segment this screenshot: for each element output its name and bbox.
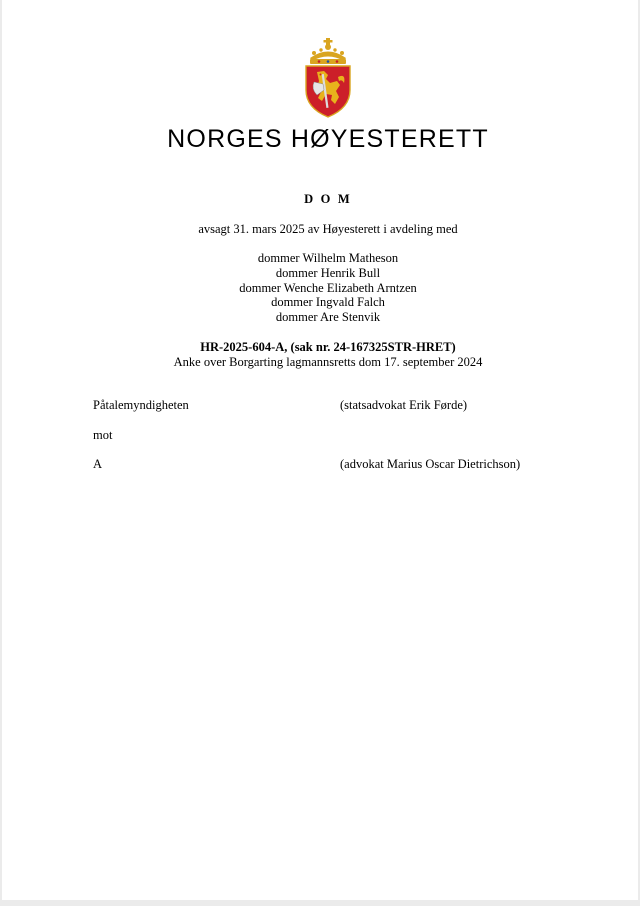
- judge-entry: dommer Wenche Elizabeth Arntzen: [239, 280, 417, 295]
- prosecution-party: Påtalemyndigheten: [93, 398, 189, 412]
- judge-entry: dommer Wilhelm Matheson: [257, 251, 399, 265]
- defendant-counsel: (advokat Marius Oscar Dietrichson): [340, 457, 521, 471]
- norwegian-coat-of-arms-icon: [302, 38, 354, 118]
- judge-entry: dommer Ingvald Falch: [271, 295, 385, 310]
- appeal-description: Anke over Borgarting lagmannsretts dom 17. september 2024: [173, 355, 483, 369]
- document-title: D O M: [304, 192, 352, 206]
- judges-list: [2, 251, 640, 325]
- prosecution-counsel: (statsadvokat Erik Førde): [340, 398, 468, 412]
- crown-icon: [310, 38, 346, 64]
- judge-entry: dommer Henrik Bull: [275, 265, 381, 280]
- case-number: HR-2025-604-A, (sak nr. 24-167325STR-HRET): [200, 340, 456, 354]
- document-page: [2, 0, 638, 900]
- judgment-date-line: avsagt 31. mars 2025 av Høyesterett i avdeling med: [198, 222, 458, 236]
- judge-entry: dommer Are Stenvik: [275, 310, 381, 325]
- versus-label: mot: [93, 428, 113, 442]
- defendant-party: A: [93, 457, 103, 471]
- court-name: NORGES HØYESTERETT: [167, 125, 489, 153]
